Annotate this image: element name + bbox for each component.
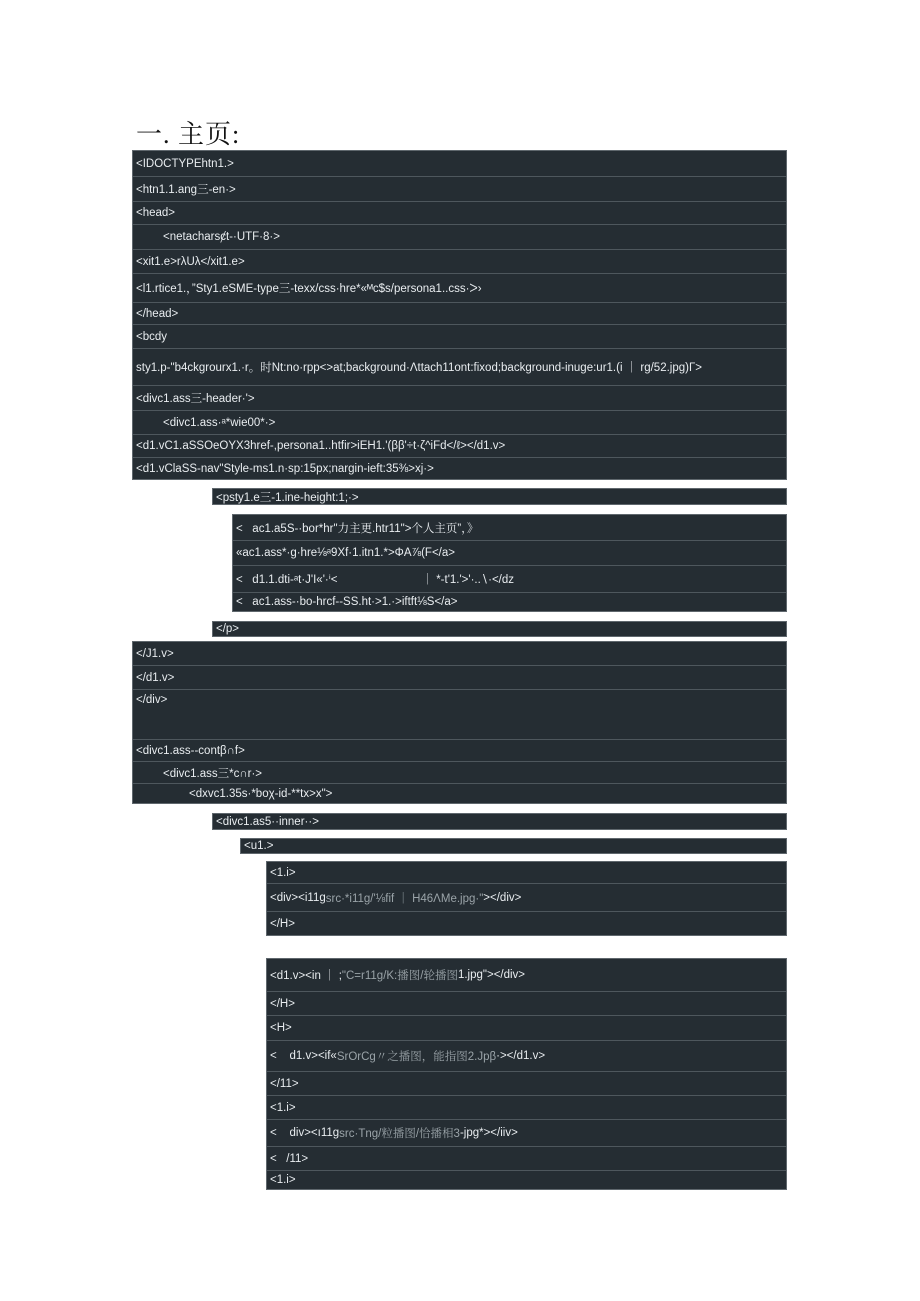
code-line: <htn1.1.ang三-en·> [133,177,786,202]
code-fragment: < d1.v><if« [270,1050,337,1062]
code-block [266,861,787,936]
code-block [232,514,787,612]
code-line: <xit1.e>rλUλ</xit1.e> [133,250,786,274]
code-line: <IDOCTYPEhtn1.> [133,151,786,177]
code-block [266,958,787,1190]
code-line: <psty1.e三-1.ine-height:1;·> [216,491,359,504]
code-line: <bcdy [133,325,786,349]
code-line: < ac1.ass-·bo-hrcf--SS.ht·>1.·>iftft⅛S</a> [236,596,458,608]
code-fragment: "C=r11g/K:播图/轮播图 [341,970,458,982]
code-line: </J1.v> [133,642,786,666]
code-line: </H> [270,917,295,930]
code-line: <dxvc1.35s·*boχ-id-**tx>x"> [189,787,333,800]
code-fragment: SrOrCg〃之播图，能指图2.Jpβ [336,1051,497,1063]
code-line: <l1.rtice1.，”Sty1.eSME-type三-texx/css·hre*«ᴹc$s/persona1..css·ᐳ› [133,274,786,303]
code-line: </div> [133,690,786,740]
code-line: <divc1.ass三-header·'> [133,386,786,411]
code-line: <1.i> [267,1096,786,1120]
code-block [240,838,787,854]
section-heading: 一. 主页: [136,120,241,149]
code-fragment: ｜ *-t'1.'>'·..∖·</dz [421,574,515,586]
code-line: <1.i> [267,862,786,884]
code-fragment: src·*i11g/'⅛fif ｜ H46ΛMe.jpg·" [325,892,484,905]
code-fragment: ></div> [483,891,522,904]
code-line: <head> [133,202,786,225]
code-block [132,150,787,480]
code-line: </11> [267,1072,786,1096]
code-block [212,488,787,505]
code-fragment: < div><ı11g [270,1127,340,1139]
code-line: <divc1.ass三*c∩r·> [133,762,786,784]
code-fragment: src·Tng/粒播图/恰播相3 [339,1128,460,1140]
code-line: <1.i> [270,1174,296,1186]
code-fragment: 1.jpg"></div> [457,969,526,981]
code-line: <divc1.ass--contβ∩f> [133,740,786,762]
code-line [267,1041,786,1072]
code-line: <d1.vC1.aSSOeOYX3href-,persona1..htfir>iEH1.'(ββ'÷t·ζ^iFd</ℓ></d1.v> [133,435,786,458]
code-block [132,641,787,804]
code-line [267,959,786,992]
code-fragment: <d1.v><in ｜ ; [270,970,342,982]
code-line: < /11> [267,1147,786,1171]
code-line: <divc1.ass·ᵃ*wie00*·> [133,411,786,435]
code-line: </d1.v> [133,666,786,690]
code-line [267,884,786,912]
code-line: <netacharsȼt-·UTF·8·> [133,225,786,250]
code-line: <H> [267,1016,786,1041]
code-line: <divc1.as5··inner··> [216,815,319,828]
code-line: <u1.> [244,840,274,852]
code-fragment: -jpg*></iiv> [459,1127,518,1139]
code-line: </p> [216,623,240,635]
code-line: sty1.p-"b4ckgrourx1.·r。时Nt:no·rpp<>at;background·Λttach11ont:fixod;background-inuge:ur1.(i ｜ rg/52.jpg)Γ> [133,349,786,386]
code-fragment: ·></d1.v> [496,1050,546,1062]
code-block [212,621,787,637]
code-fragment: < d1.1.dti-ᵃt·J'I«'·ⁱ< [236,574,338,586]
code-line [233,566,786,593]
code-fragment: <div><i11g [270,891,326,904]
code-block [212,813,787,830]
code-line: <d1.vClaSS-nav"Style-ms1.n·sp:15px;nargin-ieft:35⅜>xj·> [136,462,434,475]
code-line: «ac1.ass*·g·hre⅛ᵃ9Xf·1.itn1.*>ΦA⅞(F</a> [233,541,786,566]
code-line [267,1120,786,1147]
code-line: </head> [133,303,786,325]
code-line: </H> [267,992,786,1016]
code-line: < ac1.a5S-·bor*hr"力主更.htr11">个人主页”，》 [233,515,786,541]
